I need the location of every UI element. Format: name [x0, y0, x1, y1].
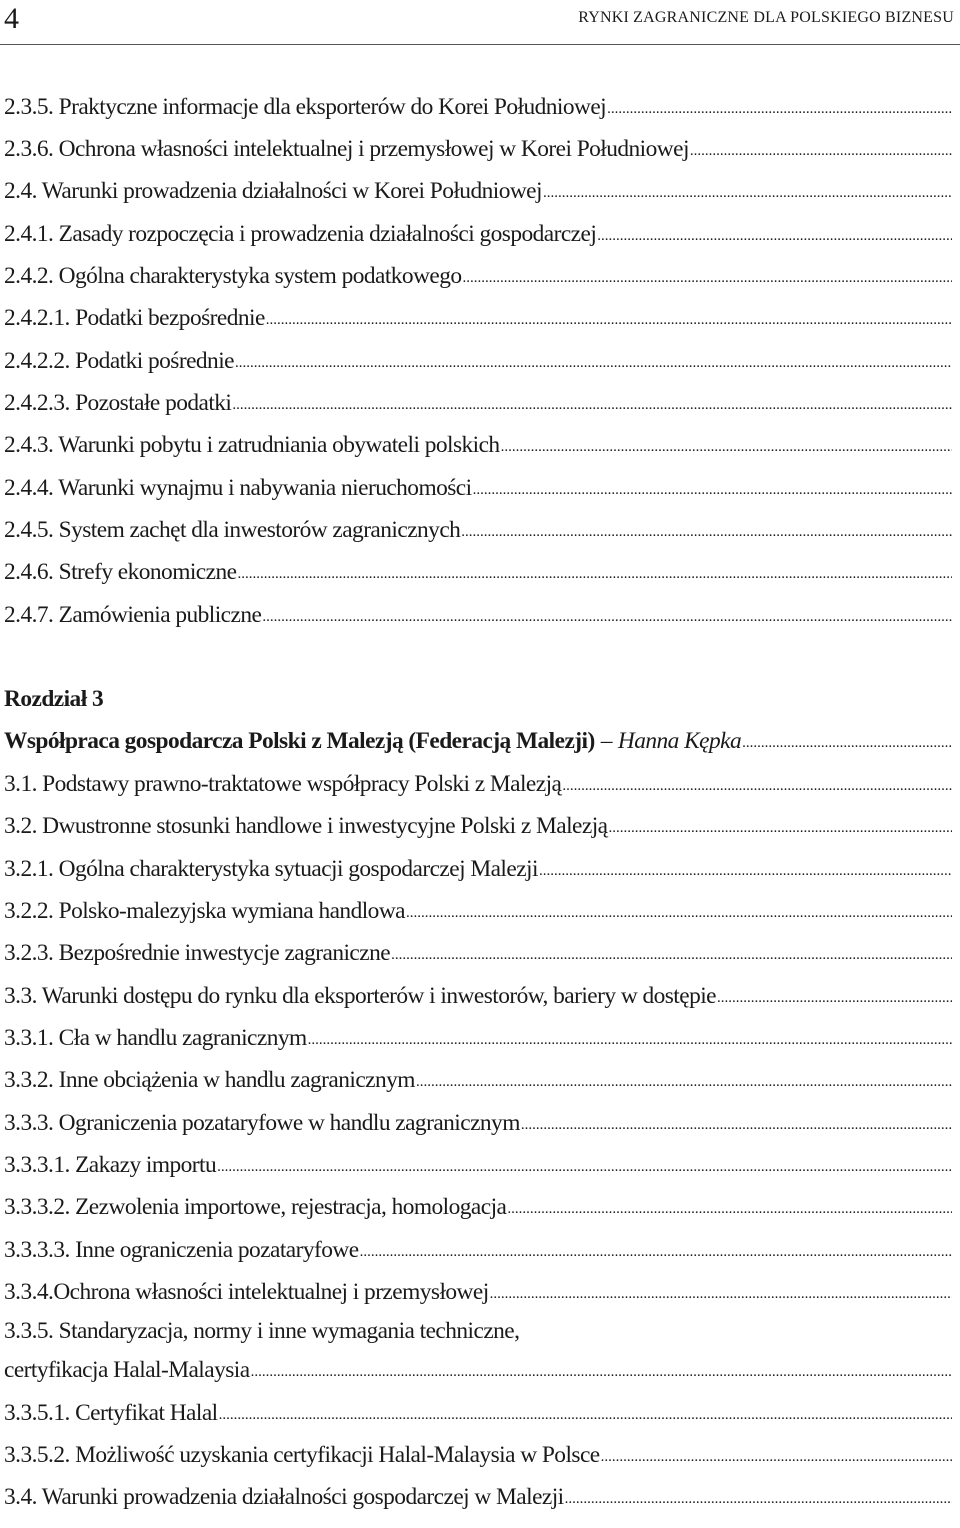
toc-entry-title: 2.4.4. Warunki wynajmu i nabywania nieruchomości: [4, 474, 472, 501]
toc-entry[interactable]: [4, 1060, 952, 1102]
chapter-label-text: Rozdział 3: [4, 686, 104, 713]
toc-entry[interactable]: [4, 975, 952, 1017]
toc-entry-title: 2.4.5. System zachęt dla inwestorów zagranicznych: [4, 517, 461, 544]
dot-leader: [232, 396, 952, 417]
toc-entry[interactable]: [4, 1144, 952, 1186]
dot-leader: [565, 1490, 952, 1511]
toc-entry[interactable]: [4, 171, 952, 213]
dot-leader: [742, 734, 952, 755]
dot-leader: [601, 1448, 952, 1469]
toc-entry[interactable]: [4, 425, 952, 467]
toc-entry-title: 3.3.3.1. Zakazy importu: [4, 1151, 217, 1178]
toc-entry-title: 3.3.3.2. Zezwolenia importowe, rejestracja, homologacja: [4, 1194, 507, 1221]
page-number: 4: [4, 2, 19, 35]
dot-leader: [235, 354, 952, 375]
toc-entry-title: 3.4. Warunki prowadzenia działalności gospodarczej w Malezji: [4, 1484, 564, 1511]
toc-entry-title: 3.3.5.2. Możliwość uzyskania certyfikacji Halal-Malaysia w Polsce: [4, 1441, 600, 1468]
toc-entry-title: 3.3.5. Standaryzacja, normy i inne wymagania techniczne,: [4, 1318, 520, 1345]
dot-leader: [562, 777, 952, 798]
dot-leader: [539, 862, 952, 883]
toc-entry[interactable]: [4, 86, 952, 128]
dot-leader: [690, 142, 952, 163]
toc-entry[interactable]: [4, 890, 952, 932]
toc-entry-title: 3.2.3. Bezpośrednie inwestycje zagraniczne: [4, 940, 391, 967]
toc-entry[interactable]: [4, 1187, 952, 1229]
chapter-label: [4, 678, 952, 720]
toc-entry[interactable]: [4, 255, 952, 297]
dot-leader: [543, 184, 952, 205]
toc-entry[interactable]: [4, 1271, 952, 1313]
toc-entry[interactable]: [4, 298, 952, 340]
dot-leader: [251, 1363, 952, 1384]
toc-entry-title: 3.3.2. Inne obciążenia w handlu zagranicznym: [4, 1067, 415, 1094]
dot-leader: [406, 904, 952, 925]
dot-leader: [501, 438, 952, 459]
toc-entry[interactable]: [4, 1434, 952, 1476]
toc-entry-title: 2.4.3. Warunki pobytu i zatrudniania obywateli polskich: [4, 432, 500, 459]
toc-entry[interactable]: [4, 1392, 952, 1434]
toc-entry[interactable]: [4, 382, 952, 424]
dot-leader: [217, 1158, 952, 1179]
chapter-title: Współpraca gospodarcza Polski z Malezją (Federacją Malezji): [4, 728, 595, 755]
toc-entry-title: 2.4.2.1. Podatki bezpośrednie: [4, 305, 265, 332]
toc-entry-line2[interactable]: [4, 1350, 952, 1392]
dot-leader: [607, 100, 952, 121]
toc-entry[interactable]: [4, 594, 952, 636]
dot-leader: [262, 608, 952, 629]
toc-entry[interactable]: [4, 1102, 952, 1144]
toc-entry-title: 3.2.1. Ogólna charakterystyka sytuacji gospodarczej Malezji: [4, 855, 538, 882]
toc-entry[interactable]: [4, 1229, 952, 1271]
chapter-author: Hanna Kępka: [617, 728, 742, 755]
toc-entry-title: 3.3.3. Ograniczenia pozataryfowe w handlu zagranicznym: [4, 1109, 520, 1136]
toc-entry[interactable]: [4, 340, 952, 382]
toc-entry[interactable]: [4, 806, 952, 848]
dot-leader: [237, 565, 952, 586]
toc-entry[interactable]: [4, 763, 952, 805]
dot-leader: [308, 1031, 952, 1052]
toc-entry-title: 2.4.2.2. Podatki pośrednie: [4, 347, 234, 374]
toc-entry-title: certyfikacja Halal-Malaysia: [4, 1357, 250, 1384]
dot-leader: [490, 1285, 952, 1306]
toc-entry-title: 2.3.6. Ochrona własności intelektualnej i przemysłowej w Korei Południowej: [4, 136, 689, 163]
toc-entry-title: 2.3.5. Praktyczne informacje dla eksporterów do Korei Południowej: [4, 93, 607, 120]
dot-leader: [521, 1116, 952, 1137]
section-gap: [4, 636, 952, 678]
toc-entry[interactable]: [4, 848, 952, 890]
dot-leader: [461, 523, 952, 544]
toc-entry-title: 3.3.1. Cła w handlu zagranicznym: [4, 1024, 307, 1051]
dot-leader: [507, 1200, 952, 1221]
dot-leader: [597, 227, 952, 248]
toc-entry-title: 2.4. Warunki prowadzenia działalności w Korei Południowej: [4, 178, 542, 205]
page-header: [0, 0, 960, 46]
toc-entry-title: 3.1. Podstawy prawno-traktatowe współpracy Polski z Malezją: [4, 770, 562, 797]
header-rule: [0, 44, 960, 45]
toc-entry-title: 3.3.5.1. Certyfikat Halal: [4, 1399, 218, 1426]
dot-leader: [219, 1406, 952, 1427]
dot-leader: [463, 269, 952, 290]
dot-leader: [360, 1243, 952, 1264]
running-head: RYNKI ZAGRANICZNE DLA POLSKIEGO BIZNESU: [578, 9, 954, 26]
toc-entry-title: 3.2.2. Polsko-malezyjska wymiana handlowa: [4, 897, 405, 924]
toc-entry[interactable]: [4, 128, 952, 170]
toc-entry-title: 2.4.7. Zamówienia publiczne: [4, 601, 262, 628]
toc-entry-title: 2.4.2.3. Pozostałe podatki: [4, 390, 232, 417]
title-dash: –: [600, 728, 612, 755]
toc-entry[interactable]: [4, 552, 952, 594]
toc-entry-title: 3.3.4.Ochrona własności intelektualnej i przemysłowej: [4, 1278, 489, 1305]
toc-entry[interactable]: [4, 509, 952, 551]
toc-entry-title: 3.3. Warunki dostępu do rynku dla eksporterów i inwestorów, bariery w dostępie: [4, 982, 717, 1009]
toc-entry[interactable]: [4, 1017, 952, 1059]
toc-entry-title: 2.4.2. Ogólna charakterystyka system podatkowego: [4, 263, 462, 290]
toc-entry-line1[interactable]: [4, 1314, 952, 1350]
dot-leader: [717, 989, 952, 1010]
toc-entry-title: 2.4.6. Strefy ekonomiczne: [4, 559, 237, 586]
table-of-contents: [4, 86, 952, 1519]
dot-leader: [609, 819, 953, 840]
chapter-title-entry[interactable]: [4, 721, 952, 763]
toc-entry[interactable]: [4, 213, 952, 255]
toc-entry-title: 3.3.3.3. Inne ograniczenia pozataryfowe: [4, 1236, 359, 1263]
dot-leader: [391, 946, 952, 967]
toc-entry-title: 3.2. Dwustronne stosunki handlowe i inwestycyjne Polski z Malezją: [4, 813, 608, 840]
toc-entry[interactable]: [4, 1477, 952, 1519]
toc-entry[interactable]: [4, 467, 952, 509]
toc-entry[interactable]: [4, 933, 952, 975]
dot-leader: [416, 1073, 952, 1094]
dot-leader: [473, 481, 952, 502]
toc-entry-title: 2.4.1. Zasady rozpoczęcia i prowadzenia działalności gospodarczej: [4, 220, 597, 247]
dot-leader: [266, 311, 952, 332]
